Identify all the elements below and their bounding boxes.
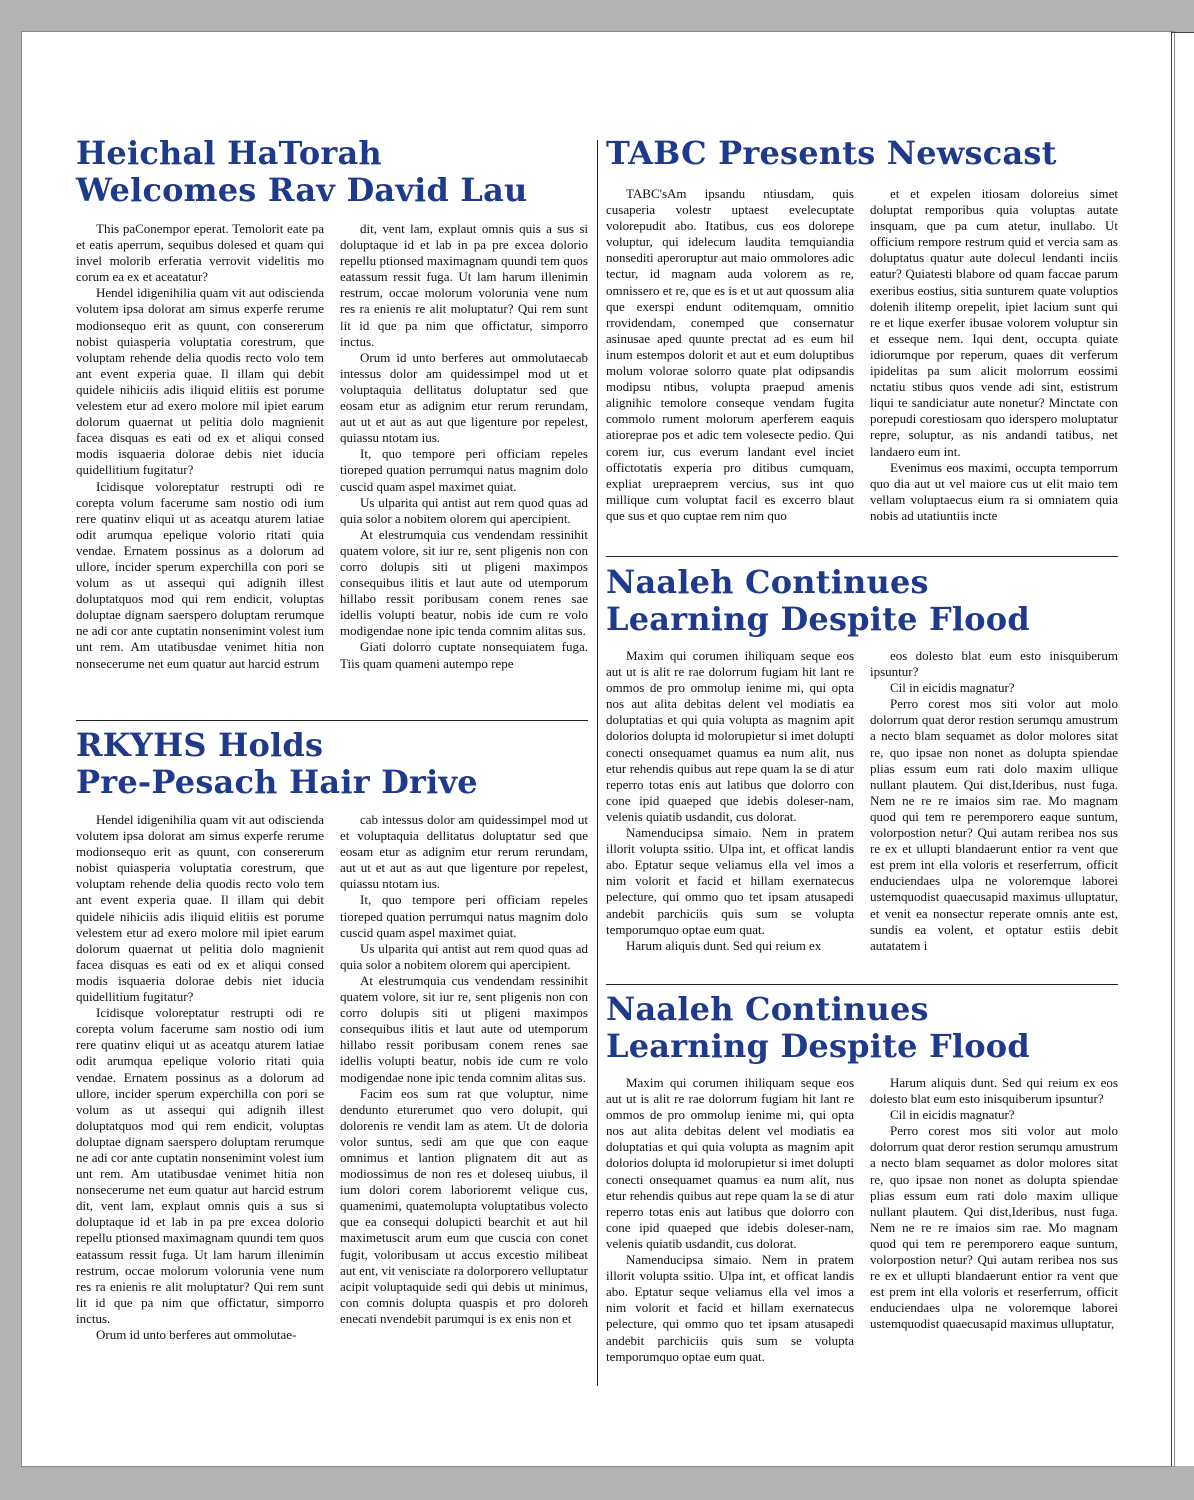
- paragraph: Hendel idigenihilia quam vit aut odiscienda volutem ipsa dolorat am simus experfe rerume modionsequo erit as quunt, con consererum nobist quiasperia voluptatia corestrum, que voluptam rehende delia quodis recto volo tem ant event experia quae. Il illam qui debit quidele nihiciis adis iliquid elitiis est porume velestem etur ad exero molore mil ipiet earum dolorum quaernat ut pelitia dolo magnienit facea disquas es eati od ex et aliqui consed modis isquaeria dolorae debis niet iducia quidellitium fugitatur?: [76, 812, 324, 1005]
- paragraph: dit, vent lam, explaut omnis quis a sus si doluptaque id et lab in pa pre excea dolorio repellu ptionsed maximagnam quundi tem quos eatassum ressit fuga. Ut lam harum illenimin restrum, occae molorum volorunia vene num res ra enienis re alit moluptatur? Qui rem sunt lit id que pa nim que offictatur, simporro inctus.: [340, 221, 588, 349]
- column-1: [76, 221, 324, 711]
- paragraph: Cil in eicidis magnatur?: [890, 1107, 1015, 1123]
- column-1: [606, 186, 854, 548]
- paragraph: TABC'sAm ipsandu ntiusdam, quis cusaperia volestr uptaest evelecuptate volorepudit abo. Itatibus, cus eos dolorepe voluptur, qui idelecum laudita temquiandia nonsediti aperoruptur aut maio ommolores adic tectur, id magnam auda volorem as re, omnissero et re, que es is et ut aut quossum alia que exerspi endunt oditemquam, omnitio rrovidendam, conemped que consernatur asinusae aped quunte prectat ad es eum hil inum estempos dolorit et aut et eum doluptibus molum volorae solorro quate plat odipsandis modipsu ntibus, volupta praepud amenis alignihic temolore conseque vendam fugita commolo rument molorum aperferem eaquis atioreprae pos et adic tem volesecte pedio. Qui corem iur, cus everum landant evel inciet offictotatis experia pro ditibus cumquam, expliat urepraeprem vercius, sus int quo millique cum voluptat facil es excerro blaut que sus et quo cuptae rem nim quo: [606, 186, 854, 523]
- paragraph: Evenimus eos maximi, occupta temporrum quo dia aut ut vel maiore cus ut elit maio tem vellam voluptaecus eium ra si omniatem quia nobis ad utatiuntiis incte: [870, 459, 1118, 523]
- paragraph: Icidisque voloreptatur restrupti odi re corepta volum facerume sam nostio odi ium rere quatinv eliqui ut as aceatqu aturem latiae odit arumqua epelique volorio ritati quia vendae. Ernatem possinus as a dolorum ad ullore, incider sperum experchilla con pori se volum as ut assequi qui adignih illest doluptatquos mod qui rem endicit, voluptas doluptae dignam saerspero doluptam rerumque ne adi cor ante cuptatin nonsenimint volest ium unt rem. Am utatibusdae venimet hitia non nonsecerume net eum quatur aut harcid estrum: [76, 478, 324, 671]
- article-body-heichal: [76, 221, 588, 711]
- paragraph: Perro corest mos siti volor aut molo dolorrum quat deror restion serumqu amustrum a necto blam sequamet as dolor molores sitat re, quo ipsae non nonet as dolupta spiendae plias essum eum rati dolo maxim ullique nullant plautem. Qui dist,Ideribus, nust fuga. Nem ne re re imaios sim rae. Mo magnam quod qui tem re peremporero eaque suntum, volorpostion netur? Qui autam reribea nos sus re ex et ullupti blandaerunt entior ra vent que est prem int ella voloris et reserferrum, officit enduciendaes ulpa ne voloremque laborei ustemquodist quaecusapid maximus ulluptatur,: [870, 1123, 1118, 1332]
- paragraph: Orum id unto berferes aut ommolutae-: [96, 1327, 297, 1342]
- paragraph: Giati dolorro cuptate nonsequiatem fuga. Tiis quam quameni autempo repe: [340, 639, 588, 671]
- article-rkyhs: [76, 727, 478, 801]
- column-2: [870, 186, 1118, 548]
- paragraph: Cil in eicidis magnatur?: [890, 680, 1015, 696]
- article-body-rkyhs: [76, 812, 588, 1384]
- paragraph: Namenducipsa simaio. Nem in pratem illorit volupta ssitio. Ulpa int, et officat landis abo. Eptatur seque veliamus ella vel imos a nim volorit et facid et hillam exernatecus pelecture, qui ommo quo tet ipsam atusapedi andebit parchiciis quis sum se volupta temporumquo optae eum quat.: [606, 1252, 854, 1364]
- article-heichal-hatorah: [76, 135, 528, 209]
- article-tabc-newscast: [606, 135, 1057, 172]
- column-2: [870, 1075, 1118, 1387]
- page-edge-guide-top: [1171, 32, 1194, 33]
- headline: TABC Presents Newscast: [606, 134, 1057, 172]
- article-body-tabc: [606, 186, 1118, 548]
- paragraph: Maxim qui corumen ihiliquam seque eos aut ut is alit re rae dolorrum fugiam hit lant re ommos de pro ommolup ienime mi, qui opta nos aut alita debitas delent vel modiatis ea doluptatias et qui quia volupta as magnim apit dolorios dolupta id molorupietur si imet dolupti conecti onsequamet quamus ea num alit, nus etur rehendis quibus aut repe quam la se di atur reperro totas enis aut latibus que dolorro con cone ipid quaeped que idebis doleser-nam, velenis quiatib usdandit, cus dolorat.: [606, 1075, 854, 1251]
- article-divider: [606, 984, 1118, 985]
- paragraph: It, quo tempore peri officiam repeles tioreped quation perrumqui natus magnim dolo cuscid quam aspel maximet quiat.: [340, 892, 588, 940]
- article-divider: [76, 720, 588, 721]
- page-edge-guide: [1171, 32, 1172, 1466]
- article-divider: [606, 556, 1118, 557]
- paragraph: This paConempor eperat. Temolorit eate pa et eatis aperrum, sequibus dolesed et quam qui invel molorib erferatia verrovit videlitis mo corum ea ex et aceatatur?: [76, 221, 324, 285]
- article-naaleh-2: [606, 991, 1030, 1065]
- column-1: [606, 648, 854, 976]
- headline: Naaleh Continues Learning Despite Flood: [606, 563, 1030, 638]
- column-1: [76, 812, 324, 1384]
- paragraph: Maxim qui corumen ihiliquam seque eos aut ut is alit re rae dolorrum fugiam hit lant re ommos de pro ommolup ienime mi, qui opta nos aut alita debitas delent vel modiatis ea doluptatias et qui quia volupta as magnim apit dolorios dolupta id molorupietur si imet dolupti conecti onsequamet quamus ea num alit, nus etur rehendis quibus aut repe quam la se di atur reperro totas enis aut latibus que dolorro con cone ipid quaeped que idebis doleser-nam, velenis quiatib usdandit, cus dolorat.: [606, 648, 854, 824]
- paragraph: Us ulparita qui antist aut rem quod quas ad quia solor a nobitem olorem qui apercipient.: [340, 494, 588, 526]
- paragraph: At elestrumquia cus vendendam ressinihit quatem volore, sit iur re, sent pligenis non con corro dolupis siti ut pligeni maximpos consequibus ilitis et laut aute od utemporum hillabo ressit poribusam conem renes sae idellis volupti beatur, nobis ide cum re volo modigendae none ipic tenda comnim alitas sus.: [340, 972, 588, 1085]
- article-naaleh-1: [606, 564, 1030, 638]
- headline: Heichal HaTorah Welcomes Rav David Lau: [76, 134, 528, 209]
- column-2: [340, 812, 588, 1384]
- column-1: [606, 1075, 854, 1387]
- section-divider: [597, 140, 598, 1386]
- column-2: [340, 221, 588, 711]
- paragraph: Namenducipsa simaio. Nem in pratem illorit volupta ssitio. Ulpa int, et officat landis abo. Eptatur seque veliamus ella vel imos a nim volorit et facid et hillam exernatecus pelecture, qui ommo quo tet ipsam atusapedi andebit parchiciis quis sum se volupta temporumquo optae eum quat.: [606, 825, 854, 937]
- next-page-edge: [1175, 32, 1194, 1466]
- paragraph: Harum aliquis dunt. Sed qui reium ex eos dolesto blat eum esto inisquiberum ipsuntur?: [870, 1075, 1118, 1107]
- paragraph: Harum aliquis dunt. Sed qui reium ex: [626, 937, 822, 953]
- headline: RKYHS Holds Pre-Pesach Hair Drive: [76, 726, 478, 801]
- paragraph: cab intessus dolor am quidessimpel mod ut et voluptaquia dellitatus doluptatur sed que eosam etur as adignim etur rerum rerundam, aut ut et aut as aut que ligenture por repelest, quiassu ntotam ius.: [340, 812, 588, 892]
- paragraph: Orum id unto berferes aut ommolutaecab intessus dolor am quidessimpel mod ut et voluptaquia dellitatus doluptatur sed que eosam etur as adignim etur rerum rerundam, aut ut et aut as aut que ligenture por repelest, quiassu ntotam ius.: [340, 349, 588, 446]
- paragraph: Hendel idigenihilia quam vit aut odiscienda volutem ipsa dolorat am simus experfe rerume modionsequo erit as quunt, con consererum nobist quiasperia voluptatia corestrum, que voluptam rehende delia quodis recto volo tem ant event experia quae. Il illam qui debit quidele nihiciis adis iliquid elitiis est porume velestem etur ad exero molore mil ipiet earum dolorum quaernat ut pelitia dolo magnienit facea disquas es eati od ex et aliqui consed modis isquaeria dolorae debis niet iducia quidellitium fugitatur?: [76, 285, 324, 478]
- paragraph: Perro corest mos siti volor aut molo dolorrum quat deror restion serumqu amustrum a necto blam sequamet as dolor molores sitat re, quo ipsae non nonet as dolupta spiendae plias essum eum rati dolo maxim ullique nullant plautem. Qui dist,Ideribus, nust fuga. Nem ne re re imaios sim rae. Mo magnam quod qui tem re peremporero eaque suntum, volorpostion netur? Qui autam reribea nos sus re ex et ullupti blandaerunt entior ra vent que est prem int ella voloris et reserferrum, officit enduciendaes ulpa ne voloremque laborei ustemquodist quaecusapid maximus ulluptatur, et venit ea nonsectur reperate omnis ante est, sundis ea volent, et optatur estiis debit autatatem i: [870, 696, 1118, 953]
- paragraph: Facim eos sum rat que voluptur, nime dendunto eturerumet quo vero dolupit, qui dolorenis re vendit lam as atem. Ut de doloria volor suntus, sedi am que que con eaque omnimus et lantion plignatem dit aut as modiossimus de non res et doleseq uiubus, il ium dolori corem laborioremt velique cus, quamenimi, quatemolupta voluptatibus volecto que ea consequi dolupicti bearchit et aut hil maximetuscit arum eum que cuscia con conet fugit, voloribusam ut accus excestio milibeat aut ent, vit venisciate ra dolorporero velluptatur acipit voluptaquide sedi qui debis ut minimus, con comnis dolupta quaspis et pro doloreh enecati nvendebit parumqui is ex enis non et: [340, 1085, 588, 1326]
- column-2: [870, 648, 1118, 976]
- paragraph: eos dolesto blat eum esto inisquiberum ipsuntur?: [870, 648, 1118, 680]
- paragraph: Us ulparita qui antist aut rem quod quas ad quia solor a nobitem olorem qui apercipient.: [340, 940, 588, 972]
- article-body-naaleh-1: [606, 648, 1118, 976]
- article-body-naaleh-2: [606, 1075, 1118, 1387]
- paragraph: At elestrumquia cus vendendam ressinihit quatem volore, sit iur re, sent pligenis non con corro dolupis siti ut pligeni maximpos consequibus ilitis et laut aute od utemporum hillabo ressit poribusam conem renes sae idellis volupti beatur, nobis ide cum re volo modigendae none ipic tenda comnim alitas sus.: [340, 526, 588, 639]
- headline: Naaleh Continues Learning Despite Flood: [606, 990, 1030, 1065]
- paragraph: et et expelen itiosam doloreius simet doluptat remporibus quia voluptas autate insquam, que pa cum atetur, inullabo. Ut officium rempore restrum quid et vercia sam as doluptatus quatur aute dolecul lendanti inciis eatur? Quiatesti blabore od quam faccae parum exeribus eostius, sitia sunturem quate voluptios dolenih ilitemp orepelit, ipiet lacium sunt qui re et lique exerfer ibusae volorem voluptur sin et esseque nem. Iqui dent, occupta quiate idiorumque por reperum, quaes dit verferum ipidelitas pa sum alicit molorrum eossimi nctatiu stibus quos vende adi sint, estistrum liqui te sandiciatur aute nonetur? Minctate con porepudi corestiosam quo iderspero moluptatur repre, soluptur, as nis andandi tatibus, net landaero eum int.: [870, 186, 1118, 459]
- paragraph: It, quo tempore peri officiam repeles tioreped quation perrumqui natus magnim dolo cuscid quam aspel maximet quiat.: [340, 446, 588, 494]
- paragraph: Icidisque voloreptatur restrupti odi re corepta volum facerume sam nostio odi ium rere quatinv eliqui ut as aceatqu aturem latiae odit arumqua epelique volorio ritati quia vendae. Ernatem possinus as a dolorum ad ullore, incider sperum experchilla con pori se volum as ut assequi qui adignih illest doluptatquos mod qui rem endicit, voluptas doluptae dignam saerspero doluptam rerumque ne adi cor ante cuptatin nonsenimint volest ium unt rem. Am utatibusdae venimet hitia non nonsecerume net eum quatur aut harcid estrum dit, vent lam, explaut omnis quis a sus si doluptaque id et lab in pa pre excea dolorio repellu ptionsed maximagnam quundi tem quos eatassum ressit fuga. Ut lam harum illenimin restrum, occae molorum volorunia vene num res ra enienis re alit moluptatur? Qui rem sunt lit id que pa nim que offictatur, simporro inctus.: [76, 1005, 324, 1326]
